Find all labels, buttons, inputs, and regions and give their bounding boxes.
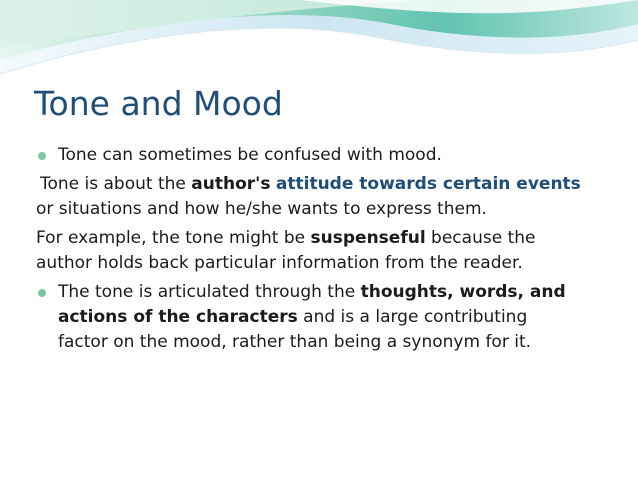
text-run: For example, the tone might be xyxy=(36,228,311,248)
highlight-text-attitude: attitude towards certain events xyxy=(275,174,581,194)
bullet-dot-icon xyxy=(38,289,46,297)
bold-text-thoughts: thoughts, words, and xyxy=(360,282,566,302)
bold-text-authors: author's xyxy=(191,174,271,194)
bold-text-actions: actions of the characters xyxy=(58,307,298,327)
paragraph-line xyxy=(36,172,611,197)
bold-text-suspenseful: suspenseful xyxy=(310,228,426,248)
text-run: Tone is about the xyxy=(40,174,192,194)
paragraph-line: factor on the mood, rather than being a synonym for it. xyxy=(58,332,532,352)
paragraph-tone-definition xyxy=(36,172,611,222)
header-wave-decoration xyxy=(0,0,638,80)
paragraph-line: author holds back particular information from the reader. xyxy=(36,253,523,273)
bullet-point-2 xyxy=(36,280,611,355)
paragraph-example xyxy=(36,226,611,276)
text-run: and is a large contributing xyxy=(297,307,528,327)
bullet-dot-icon xyxy=(38,152,46,160)
bullet-1-text: Tone can sometimes be confused with mood. xyxy=(58,145,442,165)
paragraph-line: or situations and how he/she wants to express them. xyxy=(36,199,487,219)
paragraph-line xyxy=(36,305,611,330)
paragraph-line xyxy=(36,280,611,305)
slide-title: Tone and Mood xyxy=(34,84,283,123)
text-run: because the xyxy=(425,228,536,248)
slide-body xyxy=(36,143,611,355)
paragraph-line xyxy=(36,226,611,251)
text-run: The tone is articulated through the xyxy=(58,282,361,302)
bullet-point-1 xyxy=(36,143,611,168)
